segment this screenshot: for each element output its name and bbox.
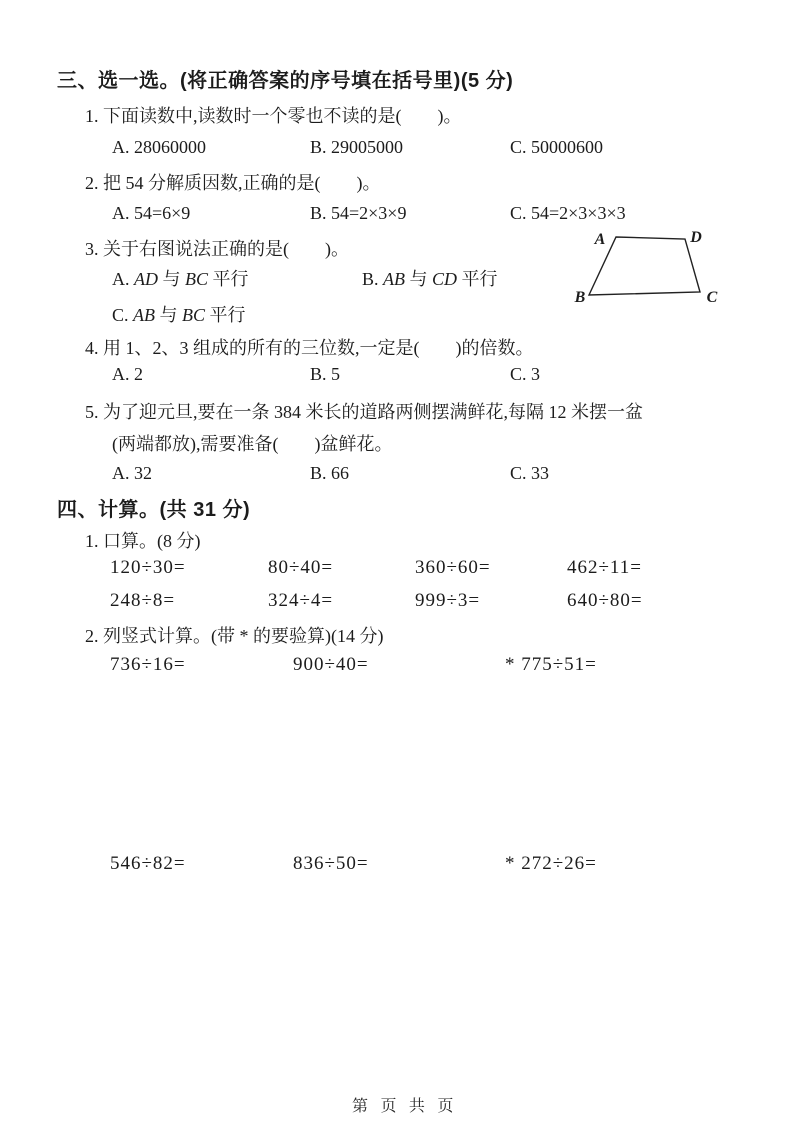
option-1b: B. 29005000 xyxy=(310,137,404,157)
calc-problem: 462÷11= xyxy=(567,557,642,578)
vertical-calc-title: 2. 列竖式计算。(带 * 的要验算)(14 分) xyxy=(85,626,384,646)
calc-problem: 120÷30= xyxy=(110,557,186,578)
section-4-heading: 四、计算。(共 31 分) xyxy=(57,499,251,521)
question-5-text-line1: 5. 为了迎元旦,要在一条 384 米长的道路两侧摆满鲜花,每隔 12 米摆一盆 xyxy=(85,402,643,422)
question-4-options xyxy=(0,364,793,390)
calc-problem: 324÷4= xyxy=(268,590,334,611)
option-1c: C. 50000600 xyxy=(510,137,604,157)
option-1a: A. 28060000 xyxy=(112,137,206,157)
calc-problem: 640÷80= xyxy=(567,590,643,611)
question-1-text: 1. 下面读数中,读数时一个零也不读的是( )。 xyxy=(85,106,462,126)
option-3c: C. AB 与 BC 平行 xyxy=(112,305,246,325)
trapezoid-drawing xyxy=(572,222,722,307)
option-4a: A. 2 xyxy=(112,364,143,384)
calc-problem: 546÷82= xyxy=(110,853,186,874)
option-2a: A. 54=6×9 xyxy=(112,203,191,223)
calc-problem: 360÷60= xyxy=(415,557,491,578)
vertex-label-c: C xyxy=(706,289,718,306)
question-3-text: 3. 关于右图说法正确的是( )。 xyxy=(85,239,349,259)
option-3a: A. AD 与 BC 平行 xyxy=(112,269,249,289)
calc-problem: 736÷16= xyxy=(110,654,186,675)
section-3-heading: 三、选一选。(将正确答案的序号填在括号里)(5 分) xyxy=(57,70,514,92)
calc-problem: * 775÷51= xyxy=(505,654,597,675)
question-5-text-line2: (两端都放),需要准备( )盆鲜花。 xyxy=(112,434,393,454)
question-4-text: 4. 用 1、2、3 组成的所有的三位数,一定是( )的倍数。 xyxy=(85,338,534,358)
vertical-calc-row1 xyxy=(0,654,793,682)
calc-problem: 248÷8= xyxy=(110,590,176,611)
question-1-options xyxy=(0,137,793,163)
calc-problem: 999÷3= xyxy=(415,590,481,611)
vertex-label-d: D xyxy=(690,229,702,246)
option-2b: B. 54=2×3×9 xyxy=(310,203,407,223)
option-2c: C. 54=2×3×3×3 xyxy=(510,203,626,223)
page-footer: 第 页 共 页 xyxy=(352,1098,458,1115)
oral-calc-title: 1. 口算。(8 分) xyxy=(85,531,201,551)
option-4c: C. 3 xyxy=(510,364,541,384)
question-5-options xyxy=(0,463,793,489)
calc-problem: 836÷50= xyxy=(293,853,369,874)
vertex-label-a: A xyxy=(594,231,606,248)
oral-calc-row2 xyxy=(0,590,793,618)
question-2-text: 2. 把 54 分解质因数,正确的是( )。 xyxy=(85,173,381,193)
option-4b: B. 5 xyxy=(310,364,341,384)
oral-calc-row1 xyxy=(0,557,793,585)
vertex-label-b: B xyxy=(574,289,586,306)
calc-problem: 900÷40= xyxy=(293,654,369,675)
option-5b: B. 66 xyxy=(310,463,350,483)
option-5a: A. 32 xyxy=(112,463,152,483)
calc-problem: 80÷40= xyxy=(268,557,334,578)
option-3b: B. AB 与 CD 平行 xyxy=(362,269,498,289)
option-5c: C. 33 xyxy=(510,463,550,483)
calc-problem: * 272÷26= xyxy=(505,853,597,874)
vertical-calc-row2 xyxy=(0,853,793,881)
figure-trapezoid xyxy=(572,222,722,307)
